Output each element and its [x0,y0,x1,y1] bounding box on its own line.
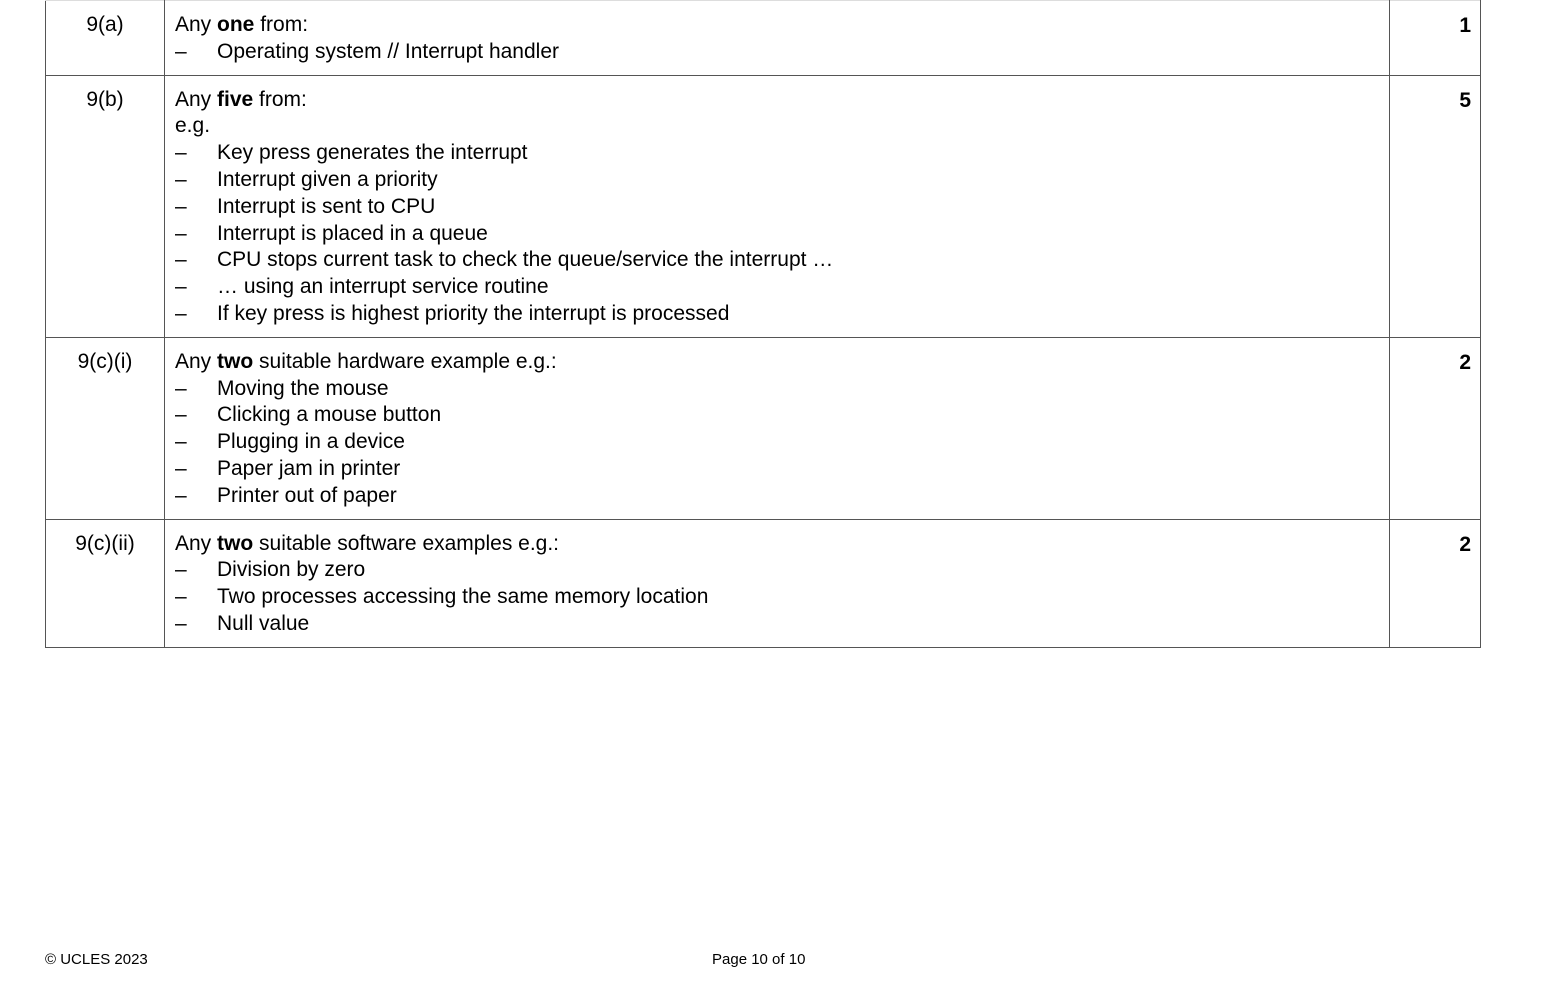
answer-list-item [175,301,1379,328]
marks-value: 5 [1390,75,1481,337]
question-row [46,75,1481,337]
answer-list [175,39,1379,66]
answer-list-item [175,194,1379,221]
question-row [46,337,1481,519]
intro-text: Any [175,13,218,36]
answer-item-text: Clicking a mouse button [217,403,442,427]
dash-bullet-icon: – [175,456,187,480]
answer-intro [175,87,1379,114]
intro-text: Any [175,531,218,555]
answer-list-item [175,39,1379,66]
question-number: 9(b) [46,75,165,337]
dash-bullet-icon: – [175,301,187,325]
answer-item-text: Printer out of paper [217,483,397,507]
dash-bullet-icon: – [175,275,187,299]
question-row [46,1,1481,76]
answer-list-item [175,140,1379,167]
intro-emphasis: two [217,349,254,373]
answer-item-text: Moving the mouse [217,376,389,400]
answer-item-text: Interrupt given a priority [217,167,438,191]
intro-emphasis: two [217,531,254,555]
intro-emphasis: one [217,13,255,36]
answer-item-text: Null value [217,611,310,635]
answer-list [175,140,1379,328]
mark-scheme-table [45,0,1481,648]
answer-intro [175,12,1379,39]
answer-list-item [175,274,1379,301]
dash-bullet-icon: – [175,611,187,635]
dash-bullet-icon: – [175,194,187,218]
dash-bullet-icon: – [175,376,187,400]
answer-item-text: Two processes accessing the same memory location [217,585,709,609]
footer-copyright: © UCLES 2023 [45,951,148,968]
intro-text-suffix: from: [254,13,309,36]
answer-item-text: Division by zero [217,558,366,582]
answer-list-item [175,376,1379,403]
answer-cell [165,519,1390,647]
question-number: 9(c)(i) [46,337,165,519]
dash-bullet-icon: – [175,221,187,245]
question-number: 9(c)(ii) [46,519,165,647]
dash-bullet-icon: – [175,141,187,165]
answer-item-text: If key press is highest priority the interrupt is processed [217,301,730,325]
intro-text: Any [175,349,218,373]
answer-list-item [175,402,1379,429]
answer-intro [175,349,1379,376]
answer-list-item [175,584,1379,611]
intro-text-suffix: from: [253,87,307,111]
answer-list [175,557,1379,637]
intro-text-suffix: suitable software examples e.g.: [253,531,560,555]
dash-bullet-icon: – [175,430,187,454]
answer-item-text: CPU stops current task to check the queue/service the interrupt … [217,248,834,272]
answer-list-item [175,611,1379,638]
dash-bullet-icon: – [175,585,187,609]
answer-cell [165,1,1390,76]
marks-value: 2 [1390,519,1481,647]
answer-cell [165,337,1390,519]
dash-bullet-icon: – [175,558,187,582]
answer-item-text: Paper jam in printer [217,456,401,480]
answer-list-item [175,167,1379,194]
answer-cell [165,75,1390,337]
dash-bullet-icon: – [175,167,187,191]
marks-value: 2 [1390,337,1481,519]
answer-item-text: … using an interrupt service routine [217,275,549,299]
mark-scheme-body [46,1,1481,648]
dash-bullet-icon: – [175,39,187,63]
question-row [46,519,1481,647]
intro-emphasis: five [217,87,254,111]
answer-item-text: Plugging in a device [217,430,405,454]
dash-bullet-icon: – [175,483,187,507]
answer-note: e.g. [175,114,211,138]
answer-list-item [175,557,1379,584]
intro-text-suffix: suitable hardware example e.g.: [253,349,557,373]
answer-item-text: Interrupt is sent to CPU [217,194,436,218]
answer-intro [175,531,1379,558]
answer-list-item [175,429,1379,456]
answer-list [175,376,1379,510]
dash-bullet-icon: – [175,248,187,272]
answer-item-text: Operating system // Interrupt handler [217,39,559,63]
answer-list-item [175,456,1379,483]
answer-list-item [175,247,1379,274]
intro-text: Any [175,87,218,111]
answer-item-text: Interrupt is placed in a queue [217,221,488,245]
marks-value: 1 [1390,1,1481,76]
answer-list-item [175,221,1379,248]
answer-item-text: Key press generates the interrupt [217,141,528,165]
dash-bullet-icon: – [175,403,187,427]
question-number: 9(a) [46,1,165,76]
answer-list-item [175,483,1379,510]
footer-page-number: Page 10 of 10 [712,951,806,968]
